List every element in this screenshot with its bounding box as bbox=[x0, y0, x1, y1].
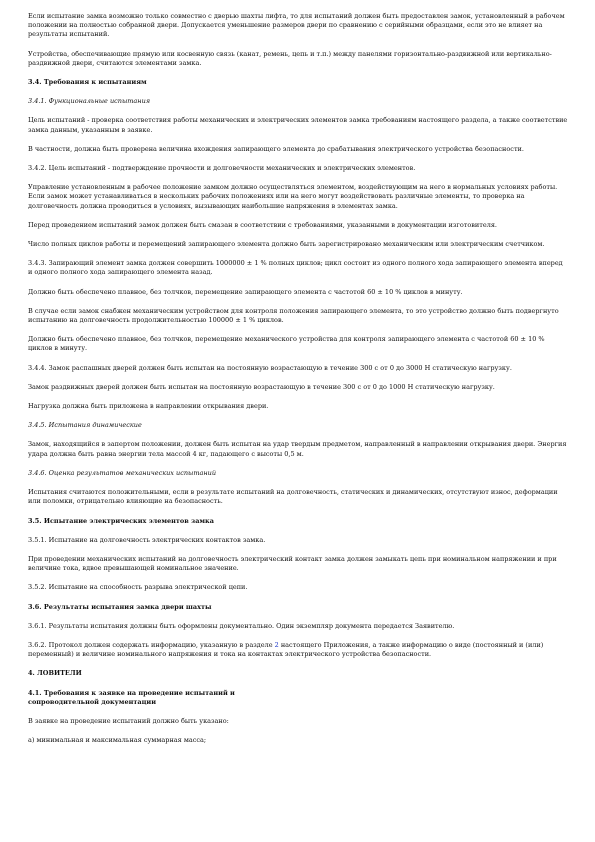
paragraph: Если испытание замка возможно только совместно с дверью шахты лифта, то для испытаний должен быть предоставлен замок, установленный в рабочем положении на полностью собранной двери. Допускается уменьшение размеров двери по сравнению с серийными образцами, если это не влияет на результаты испытаний. bbox=[28, 12, 565, 39]
paragraph: Испытания считаются положительными, если в результате испытаний на долговечность, статических и динамических, отсутствуют износ, деформации или поломки, отрицательно влияющие на безопасность. bbox=[28, 488, 558, 506]
list-item: а) минимальная и максимальная суммарная масса; bbox=[28, 736, 207, 745]
section-2-link[interactable]: 2 bbox=[274, 640, 279, 649]
paragraph: Замок, находящийся в запертом положении, должен быть испытан на удар твердым предметом, направленный в направлении открывания двери. Энергия удара должна быть равна энергии тела массой 4 кг, падающего с высоты 0,5 м. bbox=[28, 440, 567, 458]
paragraph: В частности, должна быть проверена величина вхождения запирающего элемента до срабатывания электрического устройства безопасности. bbox=[28, 144, 524, 153]
paragraph: Число полных циклов работы и перемещений запирающего элемента должно быть зарегистрировано механическим или электрическим счетчиком. bbox=[28, 240, 545, 249]
subsection-heading: 3.4.5. Испытания динамические bbox=[28, 421, 142, 430]
paragraph: Перед проведением испытаний замок должен быть смазан в соответствии с требованиями, указанными в документации изготовителя. bbox=[28, 220, 497, 229]
paragraph: Должно быть обеспечено плавное, без толчков, перемещение механического устройства для контроля запирающего элемента с частотой 60 ± 10 % циклов в минуту. bbox=[28, 335, 545, 353]
paragraph: 3.6.1. Результаты испытания должны быть оформлены документально. Один экземпляр документа передается Заявителю. bbox=[28, 621, 455, 630]
paragraph: При проведении механических испытаний на долговечность электрический контакт замка должен замыкать цепь при номинальном напряжении и при величине тока, вдвое превышающей номинальное значение. bbox=[28, 554, 557, 573]
paragraph: 3.4.3. Запирающий элемент замка должен совершить 1000000 ± 1 % полных циклов; цикл состоит из одного полного хода запирающего элемента вперед и одного полного хода запирающего элемента назад. bbox=[28, 259, 563, 277]
paragraph: В случае если замок снабжен механическим устройством для контроля положения запирающего элемента, то это устройство должно быть подвергнуто испытанию на долговечность продолжительностью 100000 ± 1 % циклов. bbox=[28, 306, 559, 325]
section-heading: 3.4. Требования к испытаниям bbox=[28, 78, 147, 87]
paragraph: В заявке на проведение испытаний должно быть указано: bbox=[28, 716, 229, 725]
paragraph: 3.4.2. Цель испытаний - подтверждение прочности и долговечности механических и электрических элементов. bbox=[28, 164, 416, 173]
document-page bbox=[28, 12, 568, 755]
paragraph-text: настоящего Приложения, а также информацию о виде (постоянный и (или) переменный) и величине номинального напряжения и тока на контактах электрического устройства безопасности. bbox=[28, 640, 544, 659]
paragraph: Цель испытаний - проверка соответствия работы механических и электрических элементов замка требованиям настоящего раздела, а также соответствие замка данным, указанным в заявке. bbox=[28, 116, 568, 134]
chapter-heading: 4. ЛОВИТЕЛИ bbox=[28, 669, 82, 678]
paragraph: Устройства, обеспечивающие прямую или косвенную связь (канат, ремень, цепь и т.п.) между панелями горизонтально-раздвижной или вертикально-раздвижной двери, считаются элементами замка. bbox=[28, 49, 552, 67]
paragraph: Должно быть обеспечено плавное, без толчков, перемещение запирающего элемента с частотой 60 ± 10 % циклов в минуту. bbox=[28, 287, 463, 296]
paragraph: Замок раздвижных дверей должен быть испытан на постоянную возрастающую в течение 300 с от 0 до 1000 Н статическую нагрузку. bbox=[28, 382, 495, 391]
paragraph-text: 3.6.2. Протокол должен содержать информацию, указанную в разделе bbox=[28, 640, 275, 649]
paragraph: Управление установленным в рабочее положение замком должно осуществляться элементом, воздействующим на него в нормальных условиях работы. Если замок может устанавливаться в нескольких рабочих положениях или на него могут воздействовать различные элементы, то проверка на долговечность должна проводиться в условиях, вызывающих наибольшие напряжения в элементах замка. bbox=[28, 183, 558, 210]
subsection-heading: 3.4.6. Оценка результатов механических испытаний bbox=[28, 468, 217, 477]
paragraph: 3.5.1. Испытание на долговечность электрических контактов замка. bbox=[28, 535, 266, 544]
section-heading: 3.5. Испытание электрических элементов замка bbox=[28, 516, 214, 525]
subsection-heading: 3.4.1. Функциональные испытания bbox=[28, 97, 151, 106]
section-heading: 4.1. Требования к заявке на проведение испытаний и сопроводительной документации bbox=[28, 688, 235, 706]
section-heading: 3.6. Результаты испытания замка двери шахты bbox=[28, 602, 212, 611]
paragraph: Нагрузка должна быть приложена в направлении открывания двери. bbox=[28, 402, 269, 411]
paragraph: 3.5.2. Испытание на способность разрыва электрической цепи. bbox=[28, 583, 248, 592]
paragraph: 3.4.4. Замок распашных дверей должен быть испытан на постоянную возрастающую в течение 300 с от 0 до 3000 Н статическую нагрузку. bbox=[28, 363, 512, 372]
paragraph-with-link bbox=[28, 641, 568, 659]
